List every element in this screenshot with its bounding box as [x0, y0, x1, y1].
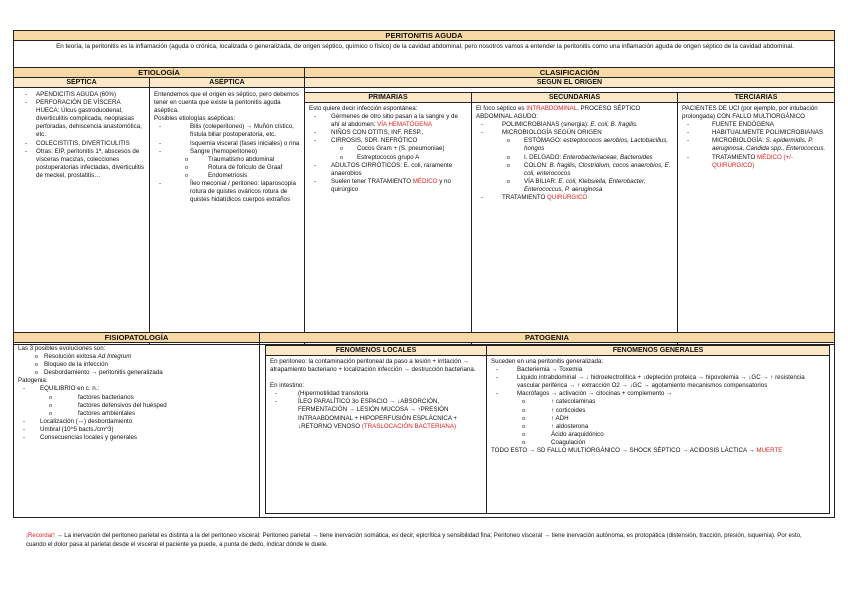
primarias-adultos: - ADULTOS CIRRÓTICOS: E. coli, raramente anaerobios [309, 162, 468, 178]
septica-item-colecistitis: - COLECISTITIS, DIVERTICULITIS [20, 140, 145, 148]
locales-ileo: - ÍLEO PARALÍTICO 3o ESPACIO → ↓ABSORCIÓN, FERMENTACIÓN → LESIÓN MUCOSA → ↑PRESIÓN INTRAABDOMINAL + HIPOPERFUSIÓN ESPLÁCNICA + ↓RETORNO VENOSO (TRASLOCACIÓN BACTERIANA) [270, 398, 483, 430]
septica-box [13, 87, 150, 345]
generales-bacteriemia: - Bacteriemia → Toxemia [491, 366, 825, 374]
clasificacion-subheader: SEGÚN EL ORIGEN [304, 77, 835, 88]
secundarias-delgado: o I. DELGADO: Enterobacteriaceae, Bacteroides [476, 154, 674, 162]
clasificacion-header: CLASIFICACIÓN [304, 67, 835, 78]
generales-final: TODO ESTO → SD FALLO MULTIORGÁNICO → SHOCK SÉPTICO → ACIDOSIS LÁCTICA → MUERTE [491, 447, 783, 455]
locales-header: FENÓMENOS LOCALES [265, 345, 487, 356]
aseptica-sangre-2: o Rotura de folículo de Graaf [154, 164, 300, 172]
secundarias-header: SECUNDARIAS [471, 92, 678, 103]
generales-macrofagos: - Macrófagos → activación → citocinas + complemento → [491, 390, 825, 398]
septica-item-otras: - Otras: EIP, peritonitis 1ª, abscesos de vísceras macizas, colecciones postoperatorias infectadas, diverticulitis de meckel, prostatitis… [20, 148, 145, 180]
terciarias-fuente: - FUENTE ENDÓGENA [682, 121, 831, 129]
etiologia-header: ETIOLOGÍA [13, 67, 305, 78]
primarias-tratamiento: - Suelen tener TRATAMIENTO MÉDICO y no quirúrgico [309, 178, 468, 194]
locales-intestino: En intestino: [270, 382, 305, 390]
fisio-evol-1: o Resolución exitosa Ad Integrum [18, 353, 256, 361]
primarias-box [304, 102, 472, 345]
primarias-ninos: - NIÑOS CON OTITIS, INF. RESP., [309, 129, 468, 137]
generales-liquido: - Líquido intrabdominal → ↓ hidroelectrolítica + ↓depleción proteica → hipovolemia → ↓GC → ↑ resistencia vascular periférica → ↑ extracción O2 → ↓GC → agotamiento mecanismos compensatorios [491, 374, 825, 390]
septica-item-perforacion: - PERFORACIÓN DE VÍSCERA HUECA: Úlcus gastroduodenal, diverticulitis complicada, neoplasias perforadas, dehiscencia anastomótica, etc. [20, 99, 145, 139]
fisio-factor-3: o factores ambientales [18, 410, 256, 418]
generales-sub-2: o ↑ corticoides [491, 407, 825, 415]
intro-text: En teoría, la peritonitis es la inflamación (aguda o crónica, localizada o generalizada, de origen séptico, químico o físico) de la cavidad abdominal, pero nosotros vamos a entender la peritonitis como una inflamación aguda de origen séptico de la cavidad abdominal. [56, 43, 794, 50]
primarias-germenes: - Gérmenes de otro sitio pasan a la sangre y de ahí al abdomen: VÍA HEMATÓGENA [309, 113, 468, 129]
fisio-p1: Las 3 posibles evoluciones son: [18, 345, 106, 352]
footnote [26, 532, 822, 550]
fisio-evol-3: o Desbordamiento → peritonitis generalizada [18, 369, 256, 377]
secundarias-colon: o COLON: B. fragilis, Clostridium, cocos anaerobios, E. coli, enterococos [476, 162, 674, 178]
footnote-label: ¡Recordar! [26, 532, 55, 539]
fisio-localizacion: - Localización (↔) desbordamiento [18, 418, 256, 426]
secundarias-micro: - MICROBIOLOGÍA SEGÚN ORIGEN [476, 129, 674, 137]
generales-sub-3: o ↑ ADH [491, 415, 825, 423]
document-page [13, 30, 835, 518]
fisiopatologia-header: FISIOPATOLOGÍA [13, 332, 260, 343]
primarias-cirrosis: - CIRROSIS, SDR. NEFRÓTICO [309, 137, 468, 145]
generales-box [486, 355, 830, 514]
primarias-header: PRIMARIAS [304, 92, 472, 103]
locales-box [265, 355, 487, 514]
aseptica-sangre: - Sangre (hemoperitoneo) [154, 148, 300, 156]
aseptica-sangre-1: o Traumatismo abdominal [154, 156, 300, 164]
aseptica-bilis: - Bilis (coleperitoneo) → Muñón cístico, fístula biliar postoperatoria, etc. [154, 123, 300, 139]
intro-box [13, 40, 835, 68]
secundarias-poli: - POLIMICROBIANAS (sinergia): E. coli, B. fragilis. [476, 121, 674, 129]
terciarias-poli: - HABITUALMENTE POLIMICROBIANAS [682, 129, 831, 137]
terciarias-p1: PACIENTES DE UCI (por ejemplo, por intubación prolongada) CON FALLO MULTIORGÁNICO [682, 105, 818, 121]
primarias-p1: Esto quiere decir infección espontánea: [309, 105, 418, 112]
aseptica-p1: Entendemos que el origen es séptico, pero debemos tener en cuenta que existe la peritonitis aguda aséptica. [154, 91, 299, 115]
fisio-consecuencias: - Consecuencias locales y generales [18, 434, 256, 442]
terciarias-box [677, 102, 835, 345]
page-title: PERITONITIS AGUDA [13, 30, 835, 41]
fisio-evol-2: o Bloqueo de la infección [18, 361, 256, 369]
generales-header: FENÓMENOS GENERALES [486, 345, 830, 356]
secundarias-biliar: o VÍA BILIAR: E. coli, Klebsiella, Enterobacter, Enterococcus, P. aeruginosa [476, 178, 674, 194]
aseptica-p2: Posibles etiologías asépticas: [154, 115, 236, 123]
patogenia-header: PATOGENIA [259, 332, 835, 343]
primarias-estrepto: o Estreptococos grupo A [309, 154, 468, 162]
fisio-equilibrio: - EQUILIBRIO en c. n.: [18, 385, 256, 393]
fisiopatologia-box [13, 342, 260, 518]
generales-p1: Suceden en una peritonitis generalizada: [491, 358, 604, 365]
aseptica-header: ASÉPTICA [149, 77, 305, 88]
footnote-text: → La inervación del peritoneo parietal es distinta a la del peritoneo visceral: Peritoneo parietal → tiene inervación somática, es decir, epicrítica y sensibilidad fina; Peritoneo visceral → tiene inervación autónoma, es protopática (distensión, tracción, presión, isquemia). Por esto, cuando el dolor pasa al parietal desde el visceral el paciente ya puede, a punta de dedo, indicar dónde le duele. [26, 532, 802, 548]
locales-peritoneo: En peritoneo: la contaminación peritoneal da paso a lesión + irritación → atrapamiento bacteriano + localización infección → destrucción bacteriana. [270, 358, 476, 374]
generales-sub-6: o Coagulación [491, 439, 825, 447]
generales-sub-5: o Ácido araquidónico [491, 431, 825, 439]
primarias-cocos: o Cocos Gram + (S. pneumoniae) [309, 145, 468, 153]
terciarias-header: TERCIARIAS [677, 92, 835, 103]
aseptica-ileo: - Íleo meconial / peritoneo: laparoscopia rotura de quistes ováricos rotura de quistes hidatídicos cuerpos extraños [154, 180, 300, 204]
fisio-factor-2: o factores defensivos del huésped [18, 402, 256, 410]
generales-sub-1: o ↑ catecolaminas [491, 398, 825, 406]
aseptica-isquemia: - Isquemia visceral (fases iniciales) o rina [154, 140, 300, 148]
fisio-factor-1: o factores bacterianos [18, 394, 256, 402]
locales-hipermotilidad: - (Hipermotilidad transitoria [270, 390, 483, 398]
terciarias-tratamiento: - TRATAMIENTO MÉDICO (+/- QUIRÚRGICO) [682, 154, 831, 170]
secundarias-tratamiento: - TRATAMIENTO QUIRÚRGICO [476, 194, 674, 202]
generales-sub-4: o ↑ aldosterona [491, 423, 825, 431]
secundarias-estomago: o ESTÓMAGO: estreptococos aerobios, Lactobacillus, hongos [476, 137, 674, 153]
septica-item-apendicitis: - APENDICITIS AGUDA (60%) [20, 91, 145, 99]
secundarias-box [471, 102, 678, 345]
aseptica-box [149, 87, 305, 345]
secundarias-p1: El foco séptico es INTRABDOMINAL, PROCESO SÉPTICO ABDOMINAL AGUDO: [476, 105, 641, 121]
septica-header: SÉPTICA [13, 77, 150, 88]
terciarias-micro: - MICROBIOLOGÍA: S. epidermidis, P. aeruginosa, Candida spp., Enterococcus. [682, 137, 831, 153]
aseptica-sangre-3: o Endometriosis [154, 172, 300, 180]
fisio-patogenia: Patogenia: [18, 377, 48, 385]
fisio-umbral: - Umbral (10^5 bacts./cm^3) [18, 426, 256, 434]
